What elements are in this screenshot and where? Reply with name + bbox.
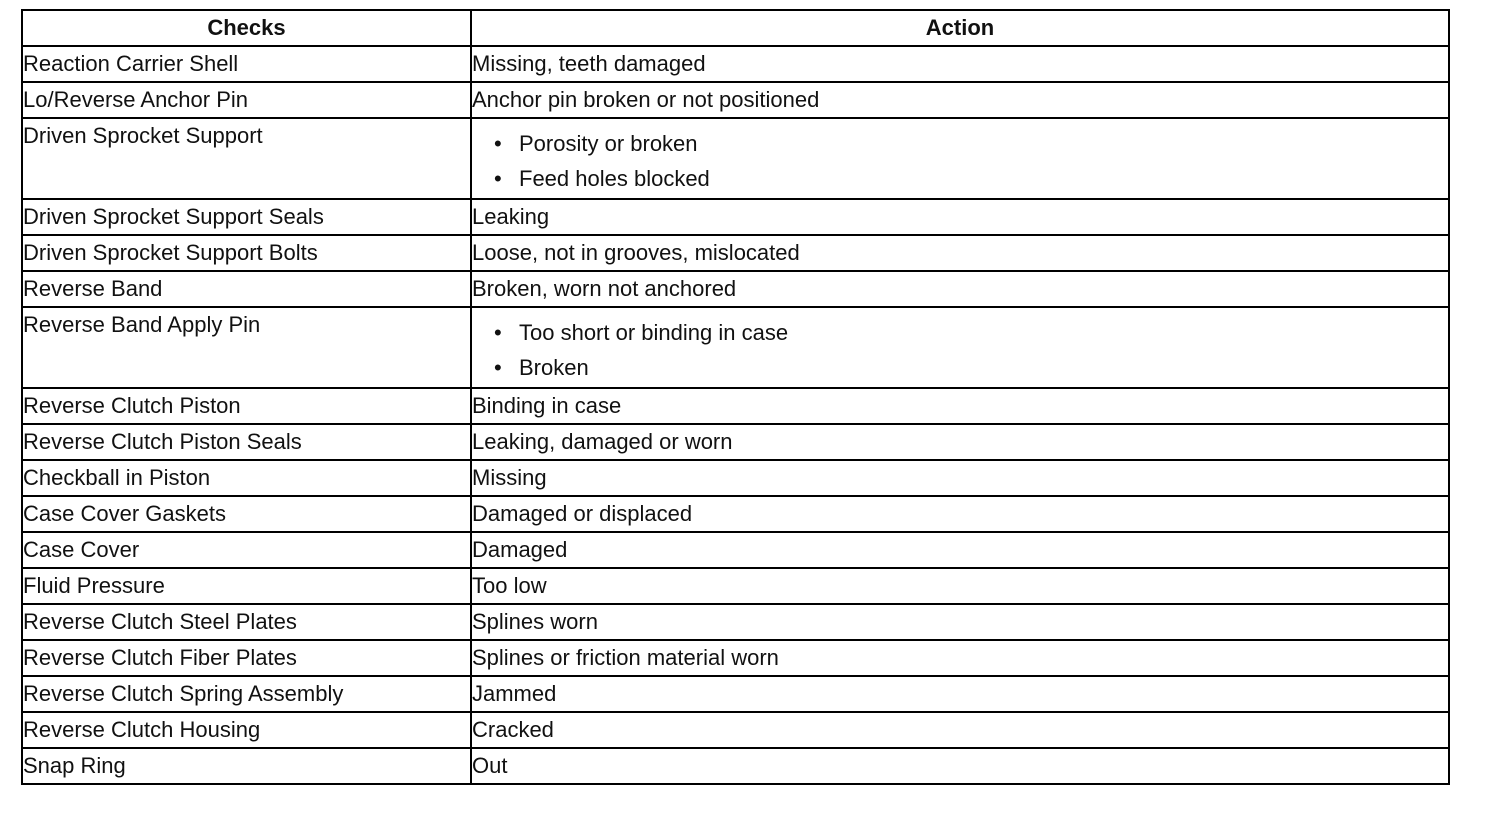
checks-action-table xyxy=(21,9,1450,785)
table-row xyxy=(22,388,1449,424)
check-cell: Lo/Reverse Anchor Pin xyxy=(22,82,471,118)
action-cell: Anchor pin broken or not positioned xyxy=(471,82,1449,118)
table-row xyxy=(22,271,1449,307)
table-row xyxy=(22,82,1449,118)
action-cell: Out xyxy=(471,748,1449,784)
checks-column-header: Checks xyxy=(22,10,471,46)
action-bullet-text: Feed holes blocked xyxy=(519,166,710,191)
action-cell: Damaged or displaced xyxy=(471,496,1449,532)
check-cell: Driven Sprocket Support xyxy=(22,118,471,199)
check-cell: Case Cover Gaskets xyxy=(22,496,471,532)
action-cell: Missing xyxy=(471,460,1449,496)
check-cell: Reaction Carrier Shell xyxy=(22,46,471,82)
bullet-icon: • xyxy=(494,131,502,156)
check-cell: Reverse Clutch Housing xyxy=(22,712,471,748)
check-cell: Reverse Clutch Steel Plates xyxy=(22,604,471,640)
check-cell: Reverse Band Apply Pin xyxy=(22,307,471,388)
table-row xyxy=(22,568,1449,604)
check-cell: Reverse Clutch Fiber Plates xyxy=(22,640,471,676)
action-bullet-list xyxy=(472,119,1448,196)
action-cell: Binding in case xyxy=(471,388,1449,424)
table-row xyxy=(22,532,1449,568)
action-cell: Too low xyxy=(471,568,1449,604)
action-cell: Splines or friction material worn xyxy=(471,640,1449,676)
action-cell: Leaking xyxy=(471,199,1449,235)
check-cell: Reverse Clutch Spring Assembly xyxy=(22,676,471,712)
table-row xyxy=(22,604,1449,640)
table-row xyxy=(22,748,1449,784)
check-cell: Reverse Clutch Piston Seals xyxy=(22,424,471,460)
action-column-header: Action xyxy=(471,10,1449,46)
action-cell xyxy=(471,307,1449,388)
action-bullet-text: Broken xyxy=(519,355,589,380)
action-cell: Jammed xyxy=(471,676,1449,712)
action-cell: Missing, teeth damaged xyxy=(471,46,1449,82)
action-cell: Cracked xyxy=(471,712,1449,748)
check-cell: Driven Sprocket Support Bolts xyxy=(22,235,471,271)
action-bullet-item xyxy=(494,315,1448,350)
table-row xyxy=(22,424,1449,460)
bullet-icon: • xyxy=(494,166,502,191)
action-bullet-text: Too short or binding in case xyxy=(519,320,789,345)
table-row xyxy=(22,307,1449,388)
action-cell: Loose, not in grooves, mislocated xyxy=(471,235,1449,271)
action-bullet-item xyxy=(494,161,1448,196)
table-row xyxy=(22,199,1449,235)
table-row xyxy=(22,712,1449,748)
table-row xyxy=(22,46,1449,82)
check-cell: Case Cover xyxy=(22,532,471,568)
action-cell: Damaged xyxy=(471,532,1449,568)
table-row xyxy=(22,235,1449,271)
action-cell xyxy=(471,118,1449,199)
check-cell: Snap Ring xyxy=(22,748,471,784)
bullet-icon: • xyxy=(494,320,502,345)
check-cell: Reverse Band xyxy=(22,271,471,307)
table-row xyxy=(22,118,1449,199)
action-bullet-list xyxy=(472,308,1448,385)
action-cell: Splines worn xyxy=(471,604,1449,640)
check-cell: Checkball in Piston xyxy=(22,460,471,496)
action-bullet-item xyxy=(494,126,1448,161)
table-row xyxy=(22,496,1449,532)
action-cell: Broken, worn not anchored xyxy=(471,271,1449,307)
check-cell: Reverse Clutch Piston xyxy=(22,388,471,424)
table-row xyxy=(22,676,1449,712)
action-bullet-text: Porosity or broken xyxy=(519,131,698,156)
action-bullet-item xyxy=(494,350,1448,385)
table-row xyxy=(22,460,1449,496)
bullet-icon: • xyxy=(494,355,502,380)
table-row xyxy=(22,640,1449,676)
action-cell: Leaking, damaged or worn xyxy=(471,424,1449,460)
header-row xyxy=(22,10,1449,46)
check-cell: Driven Sprocket Support Seals xyxy=(22,199,471,235)
check-cell: Fluid Pressure xyxy=(22,568,471,604)
